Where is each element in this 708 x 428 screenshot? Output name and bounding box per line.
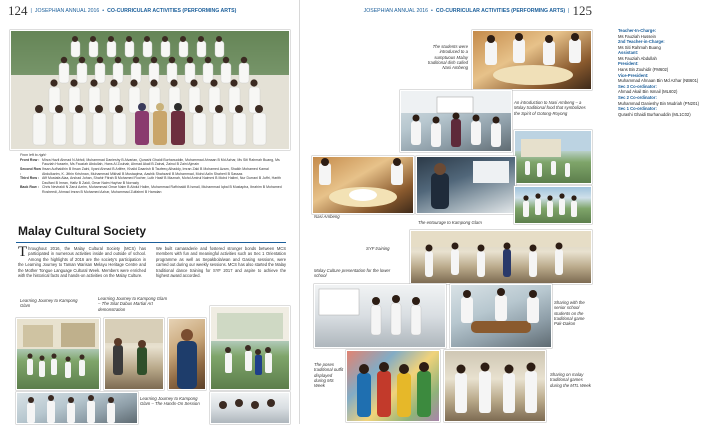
section-name: CO-CURRICULAR ACTIVITIES (PERFORMING ARTS) (107, 8, 237, 14)
committee-entry: 2nd Teacher-in-Charge: Ms Siti Rahmah Buang (618, 39, 665, 50)
row-label: Third Row : (20, 176, 40, 181)
photo-pak-dakon (450, 284, 552, 348)
annual-name: JOSEPHIAN ANNUAL 2016 (363, 8, 429, 14)
names-row-front (20, 158, 286, 167)
photo-figures (315, 285, 445, 347)
caption-learning-journey-3: Learning Journey to Kampong Glam – The Hands-On Session (140, 396, 200, 407)
article-title: Malay Cultural Society (18, 224, 147, 238)
photo-culture-presentation (314, 284, 446, 348)
photo-figures (169, 319, 205, 389)
article-column-2 (156, 246, 286, 278)
photo-figures (515, 187, 591, 223)
group-photo (10, 30, 290, 150)
photo-figures (211, 307, 289, 389)
group-photo-figures (11, 31, 289, 149)
photo-mtl-week-games (444, 350, 546, 422)
photo-traditional-outfit (346, 350, 440, 422)
names-row-third (20, 176, 286, 185)
caption-nasi-ambeng-symbol: An introduction to Nasi Ambeng – a Malay traditional food that symbolizes the Spirit of Gotong-Royong (514, 100, 586, 116)
caption-learning-journey-2: Learning Journey to Kampong Glam – The Silat Dabus Martial Art demonstration (98, 296, 168, 312)
left-page (0, 0, 300, 424)
row-label: Front Row : (20, 157, 40, 162)
photo-classroom-talk (416, 156, 516, 214)
group-photo-names (20, 153, 286, 195)
photo-figures (445, 351, 545, 421)
caption-sharing-seniors: Sharing with the senior school students on the traditional game Pak-Dakon (554, 300, 585, 327)
row-names: Chris Neviraldi N Zarul Azrim, Muhammad Omar Naim B Abdul Halim, Muhammad Rafhinaldi B Ismail, Muhammad Iqbal B Mustapha, Ibrahim B Mohamed Rosheedi, Ahmad Imran B Mohamed Azhar, Muhammad Zulfahmi B Hamdan (42, 185, 282, 195)
committee-entry: Sec 1 Co-ordinator: Qurashi Ghaidi Burhanuddin (ML1C02) (618, 106, 691, 117)
committee-entry: Vice-President: Muhammad Ahnaan Bin Md Azhar (NB601) (618, 72, 699, 84)
photo-silat-demonstration (104, 318, 164, 390)
row-label: Second Row : (20, 166, 42, 176)
committee-entry: Sec 2 Co-ordinator: Muhammad Danieshy Bin Mudriah (PN201) (618, 94, 699, 106)
photo-kampong-glam-walk (16, 318, 100, 390)
committee-entry: Sec 3 Co-ordinator: Ahmad Akail Bin Ismail (ML602) (618, 83, 678, 95)
photo-figures (313, 157, 413, 213)
row-names: Afif Mustafa Alaa, Arshad Johan, Shahir Fitrah B Mohamed Rocher, Luth Hasif B Maznah, Mohd Amirul Naimmi B Mohd Halimi, Nur Durrani B Juffri, Harith Dzulfani B Imran, Hafiz B Zaidi, Omar Naim Hayhar B Norrazly (42, 176, 282, 185)
names-heading: From left to right: (20, 153, 47, 157)
row-names: Ihsan Aufhaidhin B Ihsan Zaini, Ilyani Ahmad B Arlifee, Khalid Daanish B Taufeeq Alhaddy, Imran Zaki B Mohamed Azam, Shaikh Mohamed Kamal Abdulkarim, K. Jithin Krishnan, Muhammad Mikhail B Mustaqima, Aashik Shahzanil B Muhammad, Mohd Azlin Shaheril B Sassas (42, 166, 269, 176)
committee-entry: President: Hans Bin Zouhidir (FM602) (618, 61, 669, 73)
drop-cap: T (18, 244, 28, 260)
caption-kampong-glam-entourage: The entourage to Kampong Glam (418, 220, 482, 225)
photo-figures (411, 231, 591, 283)
photo-syf-training (410, 230, 592, 284)
photo-outdoor-demo (210, 306, 290, 390)
caption-traditional-outfit: The poses traditional outfit displayed during MS Week (314, 362, 344, 389)
right-page-header: JOSEPHIAN ANNUAL 2016 • CO-CURRICULAR ACTIVITIES (PERFORMING ARTS) | 125 (363, 3, 592, 18)
article-text-2: We built camaraderie and fostered stronger bonds between MCS members with fun and meaningful activities such as Sec 1 Orientation programme as well as Sepakbola/wan and Gasing sessions, were carried out during our weekly sessions. MCS has also started the Malay traditional dance training for SYF 2017 and aspire to achieve the highest award accorded. (156, 246, 286, 278)
photo-nasi-ambeng-intro (400, 90, 512, 152)
photo-nasi-ambeng-table (472, 30, 592, 90)
photo-figures (417, 157, 515, 213)
photo-entourage (514, 186, 592, 224)
names-row-back (20, 185, 286, 194)
caption-learning-journey-1: Learning Journey to Kampong Glam (20, 298, 78, 309)
caption-syf-training: SYF training (366, 246, 390, 251)
photo-figures (473, 31, 591, 89)
photo-school-grounds (514, 130, 592, 184)
row-label: Back Row : (20, 185, 39, 190)
photo-figures (347, 351, 439, 421)
page-number: 125 (572, 3, 592, 18)
caption-culture-presentation: Malay Culture presentation for the lower school (314, 268, 391, 279)
section-name: CO-CURRICULAR ACTIVITIES (PERFORMING ARTS) (435, 8, 566, 14)
photo-figures (515, 131, 591, 183)
article-column-1 (18, 246, 146, 278)
caption-mtl-week: Sharing on malay traditional games during the MTL Week (550, 372, 591, 388)
names-row-second (20, 167, 286, 176)
left-page-header: 124 | JOSEPHIAN ANNUAL 2016 • CO-CURRICULAR ACTIVITIES (PERFORMING ARTS) (8, 3, 237, 18)
annual-name: JOSEPHIAN ANNUAL 2016 (34, 8, 100, 14)
article-text-1: hroughout 2016, the Malay Cultural Society (MCS) has participated in numerous activities inside and outside of school. Among the highlights of 2016 are the society's participation in the Learning Journey to Taman Warisan Melayu Heritage Centre and the Mother Tongue Language Cultural Week. Members were enriched with the historical facts and hands-on activities on the Malay Culture. (18, 246, 146, 278)
photo-students-group (210, 392, 290, 424)
photo-nasi-ambeng (312, 156, 414, 214)
photo-hands-on-session (16, 392, 138, 424)
photo-figures (17, 393, 137, 423)
photo-figures (401, 91, 511, 151)
row-names: Mirza Hazli Ahmad N Abhdi, Muhammad Danieshy B Alvarian, Qurashi Ghaidi Burhanuddin, Muhammad Ahnaan B Md Azhar, Ms Siti Rahmah Buang, Ms Fauziah Hussein, Ms Fauziah Abdullah, Hans Al Zouhair, Ahmad Akail B Zainal, Zainul B Zaini Ajmain (42, 157, 280, 167)
right-page (300, 0, 699, 424)
caption-nasi-ambeng: Nasi Ambeng (314, 214, 340, 219)
title-divider (16, 242, 286, 243)
committee-list (618, 28, 708, 117)
photo-figures (105, 319, 163, 389)
committee-entry: Assistant: Ms Fauziah Abdullah (618, 50, 657, 61)
page-number: 124 (8, 3, 28, 18)
photo-figures (451, 285, 551, 347)
photo-teacher (168, 318, 206, 390)
caption-nasi-ambeng-intro: The students were introduced to a sumptuous Malay traditional dish called Nasi Ambeng (427, 44, 468, 71)
committee-entry: Teacher-In-Charge: Ms Fauziah Hussein (618, 28, 657, 39)
photo-figures (17, 319, 99, 389)
photo-figures (211, 393, 289, 423)
